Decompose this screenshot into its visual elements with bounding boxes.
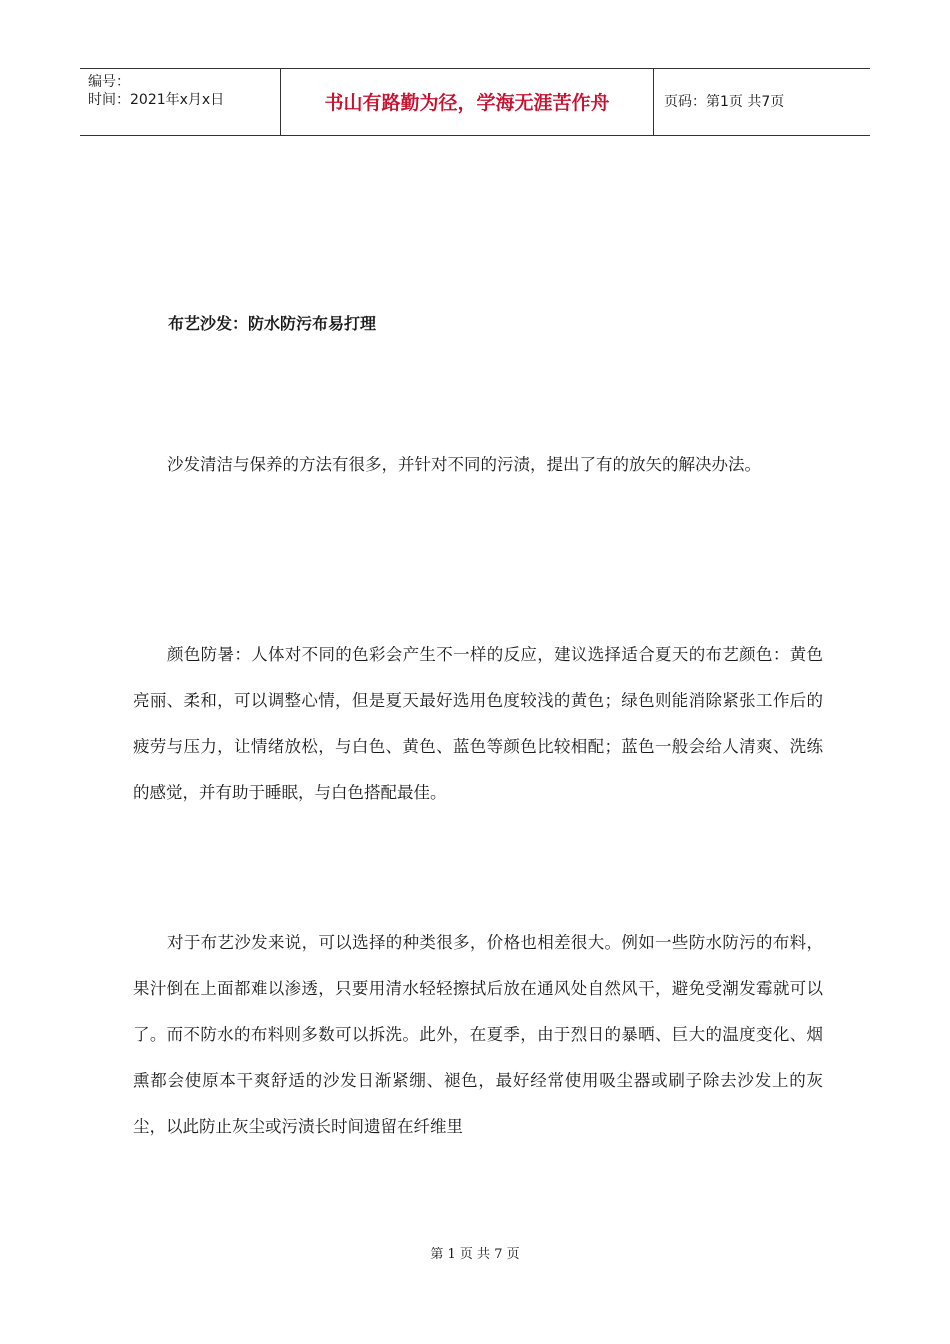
document-header — [80, 68, 870, 136]
paragraph-intro: 沙发清洁与保养的方法有很多，并针对不同的污渍，提出了有的放矢的解决办法。 — [167, 455, 761, 474]
header-meta-cell — [80, 69, 281, 135]
paragraph-fabric: 对于布艺沙发来说，可以选择的种类很多，价格也相差很大。例如一些防水防污的布料，果汁倒在上面都难以渗透，只要用清水轻轻擦拭后放在通风处自然风干，避免受潮发霉就可以了。而不防水的布料则多数可以拆洗。此外，在夏季，由于烈日的暴晒、巨大的温度变化、烟熏都会使原本干爽舒适的沙发日渐紧绷、褪色，最好经常使用吸尘器或刷子除去沙发上的灰尘，以此防止灰尘或污渍长时间遗留在纤维里 — [133, 933, 823, 1136]
header-motto-cell — [281, 69, 654, 135]
motto-text: 书山有路勤为径，学海无涯苦作舟 — [324, 92, 610, 114]
serial-number-label: 编号： — [88, 74, 130, 90]
header-page-cell — [654, 69, 870, 135]
paragraph-color: 颜色防暑：人体对不同的色彩会产生不一样的反应，建议选择适合夏天的布艺颜色：黄色亮丽、柔和，可以调整心情，但是夏天最好选用色度较浅的黄色；绿色则能消除紧张工作后的疲劳与压力，让情绪放松，与白色、黄色、蓝色等颜色比较相配；蓝色一般会给人清爽、洗练的感觉，并有助于睡眠，与白色搭配最佳。 — [133, 645, 823, 802]
page-footer: 第 1 页 共 7 页 — [430, 1247, 520, 1262]
article-title: 布艺沙发：防水防污布易打理 — [168, 314, 377, 333]
date-label: 时间：2021年x月x日 — [88, 92, 225, 108]
page-number-info: 页码：第1页 共7页 — [664, 94, 785, 110]
